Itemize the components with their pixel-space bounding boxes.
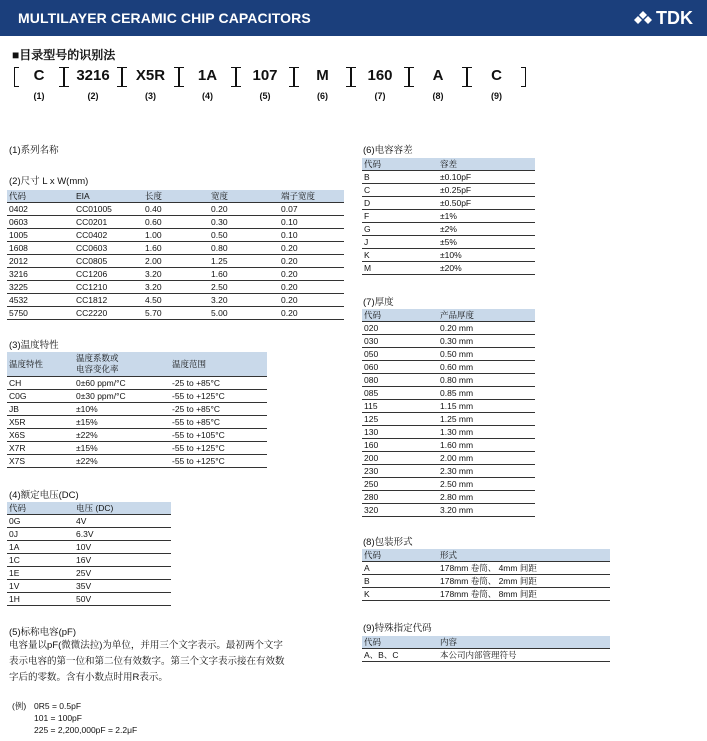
t3-cell: X5R — [7, 416, 74, 429]
t6-cell: ±1% — [438, 210, 535, 223]
part-code-index: (8) — [432, 91, 444, 101]
section-1-title: (1)系列名称 — [9, 145, 59, 156]
t4-header-1: 电压 (DC) — [74, 502, 171, 515]
part-code-index: (1) — [33, 91, 45, 101]
t7-header-1: 产品厚度 — [438, 309, 535, 322]
t2-cell: 3.20 — [143, 268, 209, 281]
table-row — [7, 203, 344, 216]
table-row — [362, 426, 535, 439]
t7-cell: 250 — [362, 478, 438, 491]
t4-cell: 1A — [7, 541, 74, 554]
t2-cell: CC1210 — [74, 281, 143, 294]
t9-cell: A、B、C — [362, 649, 438, 662]
t6-cell: ±2% — [438, 223, 535, 236]
table-row — [362, 262, 535, 275]
tolerance-table — [362, 158, 535, 275]
t2-cell: 0.20 — [279, 294, 344, 307]
t6-cell: ±0.50pF — [438, 197, 535, 210]
part-code-segment: X5R — [122, 67, 179, 87]
t7-cell: 3.20 mm — [438, 504, 535, 517]
t8-header-0: 代码 — [362, 549, 438, 562]
section-3-title: (3)温度特性 — [9, 340, 59, 351]
section-5-title: (5)标称电容(pF) — [9, 627, 77, 638]
t6-cell: G — [362, 223, 438, 236]
table-row — [7, 294, 344, 307]
t3-cell: ±15% — [74, 442, 170, 455]
t2-cell: 4.50 — [143, 294, 209, 307]
t3-header-1: 温度系数或 电容变化率 — [74, 352, 170, 377]
table-row — [7, 281, 344, 294]
t2-cell: 5.70 — [143, 307, 209, 320]
t7-cell: 2.80 mm — [438, 491, 535, 504]
table-row — [362, 249, 535, 262]
t2-header-2: 长度 — [143, 190, 209, 203]
section-4-title: (4)额定电压(DC) — [9, 490, 79, 501]
t8-cell: A — [362, 562, 438, 575]
table-row — [362, 588, 610, 601]
table-row — [362, 387, 535, 400]
bracket-left — [351, 67, 356, 87]
t3-cell: ±15% — [74, 416, 170, 429]
table-row — [7, 229, 344, 242]
description-line: 字后的零数。含有小数点时用R表示。 — [9, 672, 168, 683]
table-row — [7, 528, 171, 541]
part-code-index: (9) — [491, 91, 502, 101]
part-code-index: (7) — [374, 91, 386, 101]
table-row — [7, 268, 344, 281]
t2-cell: 0.20 — [279, 255, 344, 268]
t2-cell: 0.10 — [279, 229, 344, 242]
t6-header-1: 容差 — [438, 158, 535, 171]
t2-cell: 0.20 — [209, 203, 279, 216]
section-9-title: (9)特殊指定代码 — [363, 623, 432, 634]
table-row — [362, 478, 535, 491]
t3-cell: -55 to +105°C — [170, 429, 267, 442]
t2-cell: 0.10 — [279, 216, 344, 229]
example-line: 101 = 100pF — [34, 713, 82, 723]
t8-cell: 178mm 卷筒、 4mm 间距 — [438, 562, 610, 575]
t2-header-1: EIA — [74, 190, 143, 203]
table-row — [7, 403, 267, 416]
t7-cell: 1.25 mm — [438, 413, 535, 426]
table-row — [7, 390, 267, 403]
t7-cell: 020 — [362, 322, 438, 335]
table-row — [7, 242, 344, 255]
t4-cell: 0G — [7, 515, 74, 528]
packaging-table — [362, 549, 610, 601]
t2-cell: 1608 — [7, 242, 74, 255]
example-label: (例) — [12, 701, 27, 711]
t8-cell: K — [362, 588, 438, 601]
table-row — [7, 567, 171, 580]
t3-cell: ±22% — [74, 455, 170, 468]
t3-cell: 0±60 ppm/°C — [74, 377, 170, 390]
table-row — [362, 197, 535, 210]
table-row — [362, 236, 535, 249]
t6-cell: ±10% — [438, 249, 535, 262]
t9-cell: 本公司内部管理符号 — [438, 649, 610, 662]
t7-header-0: 代码 — [362, 309, 438, 322]
bracket-left — [179, 67, 184, 87]
t3-cell: ±22% — [74, 429, 170, 442]
part-code-index: (5) — [259, 91, 271, 101]
t9-header-0: 代码 — [362, 636, 438, 649]
t4-cell: 1C — [7, 554, 74, 567]
t3-header-0: 温度特性 — [7, 352, 74, 377]
table-row — [7, 416, 267, 429]
table-row — [7, 515, 171, 528]
t3-header-2: 温度范围 — [170, 352, 267, 377]
t7-cell: 0.85 mm — [438, 387, 535, 400]
t7-cell: 0.60 mm — [438, 361, 535, 374]
t2-cell: CC01005 — [74, 203, 143, 216]
t7-cell: 060 — [362, 361, 438, 374]
t3-cell: CH — [7, 377, 74, 390]
t7-cell: 115 — [362, 400, 438, 413]
table-row — [362, 504, 535, 517]
table-row — [362, 491, 535, 504]
t7-cell: 030 — [362, 335, 438, 348]
t2-header-0: 代码 — [7, 190, 74, 203]
table-row — [362, 465, 535, 478]
t2-cell: CC1812 — [74, 294, 143, 307]
bracket-left — [14, 67, 19, 87]
t2-cell: 0.50 — [209, 229, 279, 242]
t2-cell: 1.25 — [209, 255, 279, 268]
table-row — [362, 361, 535, 374]
temperature-characteristics-table — [7, 352, 267, 468]
part-code-index: (4) — [202, 91, 213, 101]
t8-cell: 178mm 卷筒、 8mm 间距 — [438, 588, 610, 601]
t3-cell: ±10% — [74, 403, 170, 416]
part-code-segment: M — [294, 67, 351, 87]
t2-cell: CC0201 — [74, 216, 143, 229]
table-row — [362, 171, 535, 184]
tdk-logo — [634, 8, 707, 29]
part-code-index: (2) — [87, 91, 99, 101]
table-row — [362, 210, 535, 223]
table-row — [7, 216, 344, 229]
t2-header-3: 宽度 — [209, 190, 279, 203]
t8-header-1: 形式 — [438, 549, 610, 562]
table-row — [7, 455, 267, 468]
t6-cell: J — [362, 236, 438, 249]
table-row — [7, 255, 344, 268]
t2-cell: 2.00 — [143, 255, 209, 268]
t4-cell: 35V — [74, 580, 171, 593]
special-code-table — [362, 636, 610, 662]
description-line: 表示电容的第一位和第二位有效数字。第三个文字表示接在有效数 — [9, 656, 285, 667]
t3-cell: -25 to +85°C — [170, 403, 267, 416]
bracket-left — [236, 67, 241, 87]
t2-cell: 3225 — [7, 281, 74, 294]
t3-cell: -55 to +85°C — [170, 416, 267, 429]
t2-cell: 3216 — [7, 268, 74, 281]
t2-cell: 1.60 — [209, 268, 279, 281]
main-heading: ■目录型号的识别法 — [12, 48, 116, 62]
section-2-title: (2)尺寸 L x W(mm) — [9, 176, 89, 187]
thickness-table — [362, 309, 535, 517]
t4-cell: 16V — [74, 554, 171, 567]
t3-cell: 0±30 ppm/°C — [74, 390, 170, 403]
table-row — [7, 593, 171, 606]
table-row — [7, 541, 171, 554]
header-bar — [0, 0, 707, 36]
t8-cell: B — [362, 575, 438, 588]
bracket-right — [521, 67, 526, 87]
t6-cell: ±5% — [438, 236, 535, 249]
t6-cell: ±0.25pF — [438, 184, 535, 197]
t2-cell: 0.80 — [209, 242, 279, 255]
t3-cell: -55 to +125°C — [170, 390, 267, 403]
bracket-left — [294, 67, 299, 87]
t2-cell: 4532 — [7, 294, 74, 307]
t3-cell: -55 to +125°C — [170, 442, 267, 455]
t9-header-1: 内容 — [438, 636, 610, 649]
t4-cell: 1V — [7, 580, 74, 593]
t7-cell: 080 — [362, 374, 438, 387]
t2-cell: 0402 — [7, 203, 74, 216]
t3-cell: -55 to +125°C — [170, 455, 267, 468]
part-code-segment: C — [14, 67, 64, 87]
t2-cell: 1.60 — [143, 242, 209, 255]
size-table — [7, 190, 344, 320]
part-code-segment: 3216 — [64, 67, 122, 87]
t7-cell: 2.00 mm — [438, 452, 535, 465]
t7-cell: 125 — [362, 413, 438, 426]
t2-cell: 0.20 — [279, 307, 344, 320]
t6-cell: M — [362, 262, 438, 275]
t2-cell: 0.60 — [143, 216, 209, 229]
t7-cell: 0.80 mm — [438, 374, 535, 387]
t7-cell: 200 — [362, 452, 438, 465]
bracket-left — [467, 67, 472, 87]
t3-cell: -25 to +85°C — [170, 377, 267, 390]
capacitance-description — [9, 638, 359, 686]
t4-cell: 50V — [74, 593, 171, 606]
section-6-title: (6)电容容差 — [363, 145, 413, 156]
t4-cell: 4V — [74, 515, 171, 528]
t3-cell: X7S — [7, 455, 74, 468]
part-code-index: (6) — [317, 91, 328, 101]
t7-cell: 050 — [362, 348, 438, 361]
t4-cell: 10V — [74, 541, 171, 554]
t3-cell: JB — [7, 403, 74, 416]
t3-cell: X7R — [7, 442, 74, 455]
t3-cell: X6S — [7, 429, 74, 442]
t3-cell: C0G — [7, 390, 74, 403]
t6-cell: D — [362, 197, 438, 210]
table-row — [7, 377, 267, 390]
t2-cell: CC0603 — [74, 242, 143, 255]
t2-cell: 0.20 — [279, 242, 344, 255]
table-row — [362, 400, 535, 413]
t2-cell: 5.00 — [209, 307, 279, 320]
part-code-segment: 160 — [351, 67, 409, 87]
part-code-segment: A — [409, 67, 467, 87]
t6-cell: F — [362, 210, 438, 223]
table-row — [7, 307, 344, 320]
t7-cell: 0.50 mm — [438, 348, 535, 361]
t7-cell: 1.15 mm — [438, 400, 535, 413]
t2-cell: 0.20 — [279, 281, 344, 294]
t6-cell: K — [362, 249, 438, 262]
part-code-segment: 107 — [236, 67, 294, 87]
table-row — [7, 580, 171, 593]
t2-header-4: 端子宽度 — [279, 190, 344, 203]
t2-cell: 2012 — [7, 255, 74, 268]
t7-cell: 160 — [362, 439, 438, 452]
part-code-segment: C — [467, 67, 526, 87]
t2-cell: 0.30 — [209, 216, 279, 229]
t2-cell: 0.40 — [143, 203, 209, 216]
t2-cell: CC1206 — [74, 268, 143, 281]
t2-cell: 2.50 — [209, 281, 279, 294]
part-code-segment: 1A — [179, 67, 236, 87]
capacitance-examples — [34, 700, 137, 736]
table-row — [362, 335, 535, 348]
t6-cell: ±0.10pF — [438, 171, 535, 184]
t4-cell: 0J — [7, 528, 74, 541]
t7-cell: 085 — [362, 387, 438, 400]
t4-header-0: 代码 — [7, 502, 74, 515]
t2-cell: 5750 — [7, 307, 74, 320]
part-code-row — [14, 67, 526, 87]
table-row — [362, 562, 610, 575]
bracket-left — [64, 67, 69, 87]
t2-cell: CC0805 — [74, 255, 143, 268]
t7-cell: 280 — [362, 491, 438, 504]
t4-cell: 25V — [74, 567, 171, 580]
t2-cell: 3.20 — [143, 281, 209, 294]
table-row — [362, 348, 535, 361]
t6-cell: ±20% — [438, 262, 535, 275]
table-row — [362, 223, 535, 236]
table-row — [362, 374, 535, 387]
part-code-index-row — [14, 91, 526, 103]
table-row — [7, 429, 267, 442]
t2-cell: 0603 — [7, 216, 74, 229]
table-row — [362, 439, 535, 452]
t6-cell: C — [362, 184, 438, 197]
table-row — [362, 413, 535, 426]
t2-cell: 0.07 — [279, 203, 344, 216]
logo-text: TDK — [656, 7, 693, 28]
table-row — [362, 184, 535, 197]
t4-cell: 1H — [7, 593, 74, 606]
t2-cell: CC2220 — [74, 307, 143, 320]
t2-cell: 1005 — [7, 229, 74, 242]
t7-cell: 0.20 mm — [438, 322, 535, 335]
t6-cell: B — [362, 171, 438, 184]
t7-cell: 2.50 mm — [438, 478, 535, 491]
table-row — [362, 452, 535, 465]
t4-cell: 6.3V — [74, 528, 171, 541]
section-8-title: (8)包装形式 — [363, 537, 413, 548]
t2-cell: 0.20 — [279, 268, 344, 281]
bracket-left — [122, 67, 127, 87]
t7-cell: 1.30 mm — [438, 426, 535, 439]
t7-cell: 0.30 mm — [438, 335, 535, 348]
t7-cell: 2.30 mm — [438, 465, 535, 478]
description-line: 电容量以pF(微微法拉)为单位，并用三个文字表示。最初两个文字 — [9, 640, 283, 651]
section-7-title: (7)厚度 — [363, 297, 394, 308]
t2-cell: 1.00 — [143, 229, 209, 242]
t2-cell: 3.20 — [209, 294, 279, 307]
table-row — [362, 649, 610, 662]
t7-cell: 230 — [362, 465, 438, 478]
rated-voltage-table — [7, 502, 171, 606]
table-row — [7, 554, 171, 567]
table-row — [362, 575, 610, 588]
t4-cell: 1E — [7, 567, 74, 580]
tdk-diamond-logo-icon — [634, 10, 652, 26]
table-row — [362, 322, 535, 335]
t7-cell: 320 — [362, 504, 438, 517]
t2-cell: CC0402 — [74, 229, 143, 242]
table-row — [7, 442, 267, 455]
part-code-index: (3) — [145, 91, 156, 101]
page-header-title: MULTILAYER CERAMIC CHIP CAPACITORS — [18, 10, 311, 26]
t7-cell: 1.60 mm — [438, 439, 535, 452]
t8-cell: 178mm 卷筒、 2mm 间距 — [438, 575, 610, 588]
t6-header-0: 代码 — [362, 158, 438, 171]
example-line: 0R5 = 0.5pF — [34, 701, 82, 711]
example-line: 225 = 2,200,000pF = 2.2μF — [34, 725, 138, 735]
bracket-left — [409, 67, 414, 87]
t7-cell: 130 — [362, 426, 438, 439]
